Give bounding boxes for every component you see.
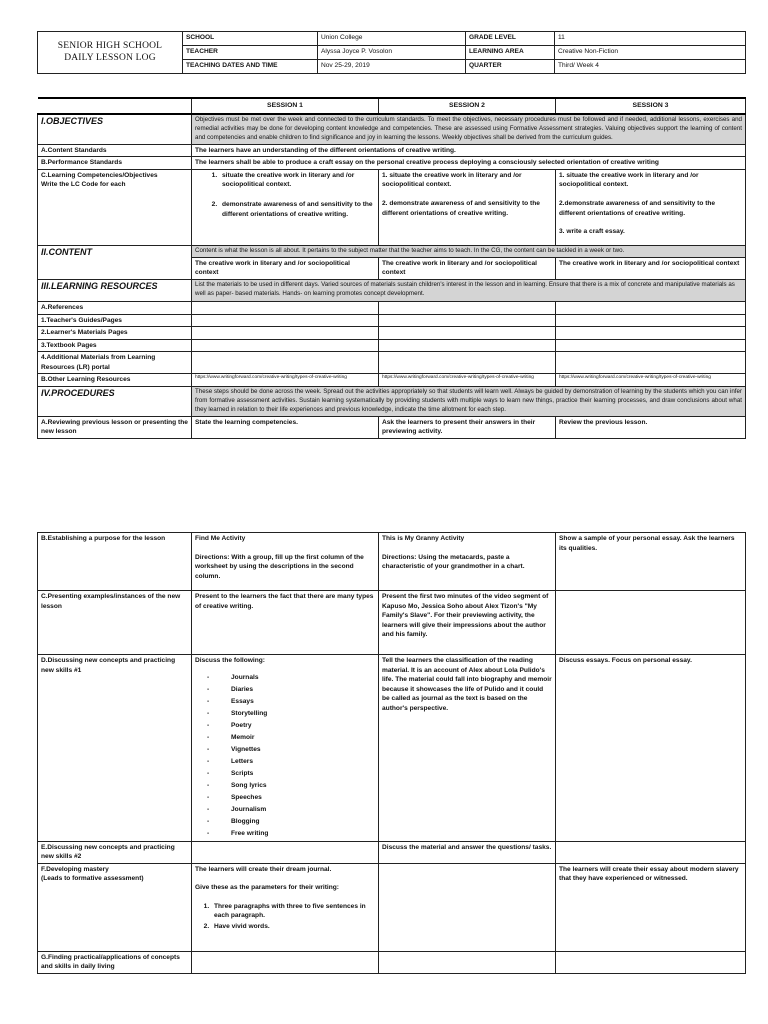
teachers-guides-cell-s2 bbox=[379, 314, 556, 327]
learners-materials-cell-s2 bbox=[379, 327, 556, 340]
learners-materials-cell-s1 bbox=[192, 327, 379, 340]
procedure-f-s2 bbox=[379, 863, 556, 951]
procedure-a-s2: Ask the learners to present their answers in their previewing activity. bbox=[379, 416, 556, 438]
content-section-title: II.CONTENT bbox=[38, 245, 192, 279]
list-item: - Blogging bbox=[207, 816, 375, 828]
textbook-pages-cell-s1 bbox=[192, 339, 379, 352]
list-item: - Scripts bbox=[207, 768, 375, 780]
teacher-label: TEACHER bbox=[183, 46, 318, 60]
procedure-d-s3: Discuss essays. Focus on personal essay. bbox=[556, 655, 746, 842]
teaching-dates-value: Nov 25-29, 2019 bbox=[318, 60, 466, 74]
procedure-d-s1 bbox=[192, 655, 379, 842]
content-standards-text: The learners have an understanding of the different orientations of creative writing. bbox=[192, 144, 746, 157]
school-label: SCHOOL bbox=[183, 32, 318, 46]
procedure-f-s1-intro: The learners will create their dream journal. bbox=[195, 865, 332, 873]
procedure-b-s3: Show a sample of your personal essay. Ask the learners its qualities. bbox=[556, 533, 746, 591]
procedure-d-label: D.Discussing new concepts and practicing new skills #1 bbox=[38, 655, 192, 842]
procedure-c-s2: Present the first two minutes of the video segment of Kapuso Mo, Jessica Soho about Alex Tizon's "My Family's Slave". For their previewing activity, the learners will give their impressions about the author and his family. bbox=[379, 591, 556, 655]
competency-item: 2. demonstrate awareness of and sensitivity to the different orientations of creative writing. bbox=[382, 199, 540, 217]
references-label: A.References bbox=[38, 301, 192, 314]
additional-materials-cell-s3 bbox=[556, 352, 746, 374]
objectives-section-title: I.OBJECTIVES bbox=[38, 114, 192, 144]
teachers-guides-cell-s1 bbox=[192, 314, 379, 327]
quarter-label: QUARTER bbox=[466, 60, 555, 74]
procedure-b-s2 bbox=[379, 533, 556, 591]
title-line-1: SENIOR HIGH SCHOOL bbox=[57, 41, 163, 52]
procedure-b-s1-title: Find Me Activity bbox=[195, 535, 246, 542]
session-2-header: SESSION 2 bbox=[379, 98, 556, 114]
learning-resources-section-title: III.LEARNING RESOURCES bbox=[38, 279, 192, 301]
additional-materials-cell-s2 bbox=[379, 352, 556, 374]
textbook-pages-label: 3.Textbook Pages bbox=[38, 339, 192, 352]
performance-standards-label: B.Performance Standards bbox=[38, 157, 192, 170]
grade-level-value: 11 bbox=[555, 32, 746, 46]
learning-competencies-label-line1: C.Learning Competencies/Objectives bbox=[41, 171, 158, 179]
list-item: - Free writing bbox=[207, 828, 375, 840]
quarter-value: Third/ Week 4 bbox=[555, 60, 746, 74]
list-item: - Letters bbox=[207, 756, 375, 768]
procedure-a-label: A.Reviewing previous lesson or presenting the new lesson bbox=[38, 416, 192, 438]
procedure-f-s1 bbox=[192, 863, 379, 951]
list-item: - Storytelling bbox=[207, 708, 375, 720]
procedure-f-label-line1: F.Developing mastery bbox=[41, 865, 109, 873]
document-title bbox=[38, 32, 183, 74]
procedure-d-s2: Tell the learners the classification of the reading material. It is an account of Alex about Lola Pulido's life. The material could fall into biography and memoir because it showcases the life of Pulido and it could be called as journal as the text is based on the author's perspective. bbox=[379, 655, 556, 842]
textbook-pages-cell-s3 bbox=[556, 339, 746, 352]
list-item: - Journals bbox=[207, 672, 375, 684]
procedure-g-s3 bbox=[556, 951, 746, 973]
title-line-2: DAILY LESSON LOG bbox=[64, 52, 156, 63]
list-item: - Essays bbox=[207, 696, 375, 708]
resource-link-s2[interactable]: https://www.writingforward.com/creative-writing/types-of-creative-writing bbox=[379, 374, 556, 387]
additional-materials-cell-s1 bbox=[192, 352, 379, 374]
resource-link-s1[interactable]: https://www.writingforward.com/creative-writing/types-of-creative-writing bbox=[192, 374, 379, 387]
teacher-value: Alyssa Joyce P. Vosolon bbox=[318, 46, 466, 60]
session-1-header: SESSION 1 bbox=[192, 98, 379, 114]
textbook-pages-cell-s2 bbox=[379, 339, 556, 352]
resource-link-s3[interactable]: https://www.writingforward.com/creative-writing/types-of-creative-writing bbox=[556, 374, 746, 387]
learning-area-value: Creative Non-Fiction bbox=[555, 46, 746, 60]
session-2-competencies bbox=[379, 169, 556, 245]
additional-materials-label: 4.Additional Materials from Learning Resources (LR) portal bbox=[38, 352, 192, 374]
procedure-g-s1 bbox=[192, 951, 379, 973]
procedure-c-s1: Present to the learners the fact that there are many types of creative writing. bbox=[192, 591, 379, 655]
competency-item: 2. demonstrate awareness of and sensitivity to the different orientations of creative writing. bbox=[219, 200, 375, 219]
session-1-content: The creative work in literary and /or sociopolitical context bbox=[192, 257, 379, 279]
lesson-log-table-part2 bbox=[37, 532, 745, 974]
references-cell-s1 bbox=[192, 301, 379, 314]
school-value: Union College bbox=[318, 32, 466, 46]
procedure-f-label bbox=[38, 863, 192, 951]
session-1-competencies bbox=[192, 169, 379, 245]
procedure-b-label: B.Establishing a purpose for the lesson bbox=[38, 533, 192, 591]
grade-level-label: GRADE LEVEL bbox=[466, 32, 555, 46]
competency-item: 1. situate the creative work in literary and /or sociopolitical context. bbox=[559, 171, 699, 189]
list-item: - Speeches bbox=[207, 792, 375, 804]
procedure-d-s1-intro: Discuss the following: bbox=[195, 657, 265, 664]
learning-competencies-label-line2: Write the LC Code for each bbox=[41, 181, 126, 189]
teaching-dates-label: TEACHING DATES AND TIME bbox=[183, 60, 318, 74]
procedure-c-s3 bbox=[556, 591, 746, 655]
list-item: - Song lyrics bbox=[207, 780, 375, 792]
teachers-guides-label: 1.Teacher's Guides/Pages bbox=[38, 314, 192, 327]
procedure-e-label: E.Discussing new concepts and practicing new skills #2 bbox=[38, 841, 192, 863]
procedure-e-s3 bbox=[556, 841, 746, 863]
competency-item: 1. situate the creative work in literary and /or sociopolitical context. bbox=[219, 171, 375, 190]
procedure-f-s1-params: Give these as the parameters for their writing: bbox=[195, 884, 340, 892]
list-item: - Journalism bbox=[207, 804, 375, 816]
procedure-c-label: C.Presenting examples/instances of the new lesson bbox=[38, 591, 192, 655]
procedure-f-label-line2: (Leads to formative assessment) bbox=[41, 875, 144, 883]
procedure-b-s2-title: This is My Granny Activity bbox=[382, 535, 465, 542]
learners-materials-label: 2.Learner's Materials Pages bbox=[38, 327, 192, 340]
procedure-e-s2: Discuss the material and answer the questions/ tasks. bbox=[379, 841, 556, 863]
parameter-item: 2. Have vivid words. bbox=[211, 922, 375, 932]
teachers-guides-cell-s3 bbox=[556, 314, 746, 327]
competency-item: 1. situate the creative work in literary and /or sociopolitical context. bbox=[382, 171, 522, 189]
learning-competencies-label bbox=[38, 169, 192, 245]
procedures-note: These steps should be done across the week. Spread out the activities appropriately so that students will learn well. Always be guided by demonstration of learning by the students which you can infer from formative assessment activities. Sustain learning systematically by providing students with multiple ways to learn new things, practice their learning processes, and draw conclusions about what they learned in relation to their life experiences and previous knowledge, indicate the time allotment for each step. bbox=[192, 386, 746, 416]
procedure-a-s3: Review the previous lesson. bbox=[556, 416, 746, 438]
list-item: - Memoir bbox=[207, 732, 375, 744]
parameter-item: 1. Three paragraphs with three to five sentences in each paragraph. bbox=[211, 902, 375, 921]
lesson-log-table-part1 bbox=[37, 97, 745, 439]
content-note: Content is what the lesson is all about. It pertains to the subject matter that the teacher aims to teach. In the CG, the content can be tackled in a week or two. bbox=[192, 245, 746, 257]
session-3-competencies bbox=[556, 169, 746, 245]
performance-standards-text: The learners shall be able to produce a craft essay on the personal creative process deploying a consciously selected orientation of creative writing bbox=[192, 157, 746, 170]
references-cell-s3 bbox=[556, 301, 746, 314]
list-item: - Diaries bbox=[207, 684, 375, 696]
content-standards-label: A.Content Standards bbox=[38, 144, 192, 157]
creative-writing-types-list bbox=[195, 672, 375, 840]
references-cell-s2 bbox=[379, 301, 556, 314]
lesson-log-header bbox=[37, 31, 745, 74]
procedure-e-s1 bbox=[192, 841, 379, 863]
procedure-f-s3: The learners will create their essay about modern slavery that they have experienced or witnessed. bbox=[556, 863, 746, 951]
competency-item: 3. write a craft essay. bbox=[559, 228, 625, 236]
learning-resources-note: List the materials to be used in different days. Varied sources of materials sustain children's interest in the lesson and in learning. Ensure that there is a mix of concrete and manipulative materials as well as paper- based materials. Hands- on learning promotes concept development. bbox=[192, 279, 746, 301]
procedures-section-title: IV.PROCEDURES bbox=[38, 386, 192, 416]
other-resources-label: B.Other Learning Resources bbox=[38, 374, 192, 387]
learners-materials-cell-s3 bbox=[556, 327, 746, 340]
session-2-content: The creative work in literary and /or sociopolitical context bbox=[379, 257, 556, 279]
procedure-b-s2-directions: Directions: Using the metacards, paste a characteristic of your grandmother in a chart. bbox=[382, 553, 525, 571]
procedure-b-s1-directions: Directions: With a group, fill up the first column of the worksheet by using the descriptions in the second column. bbox=[195, 553, 364, 580]
procedure-g-s2 bbox=[379, 951, 556, 973]
session-header-spacer bbox=[38, 98, 192, 114]
procedure-g-label: G.Finding practical/applications of concepts and skills in daily living bbox=[38, 951, 192, 973]
competency-item: 2.demonstrate awareness of and sensitivity to the different orientations of creative writing. bbox=[559, 199, 716, 217]
list-item: - Vignettes bbox=[207, 744, 375, 756]
procedure-b-s1 bbox=[192, 533, 379, 591]
objectives-note: Objectives must be met over the week and connected to the curriculum standards. To meet the objectives, necessary procedures must be followed and if needed, additional lessons, exercises and remedial activities may be done for developing content knowledge and competencies. These are assessed using Formative Assessment strategies. Valuing objectives support the learning of content and competencies and enable children to find significance and joy in learning the lessons. Weekly objectives shall be derived from the curriculum guides. bbox=[192, 114, 746, 144]
session-3-content: The creative work in literary and /or sociopolitical context bbox=[556, 257, 746, 279]
list-item: - Poetry bbox=[207, 720, 375, 732]
learning-area-label: LEARNING AREA bbox=[466, 46, 555, 60]
session-3-header: SESSION 3 bbox=[556, 98, 746, 114]
procedure-a-s1: State the learning competencies. bbox=[192, 416, 379, 438]
